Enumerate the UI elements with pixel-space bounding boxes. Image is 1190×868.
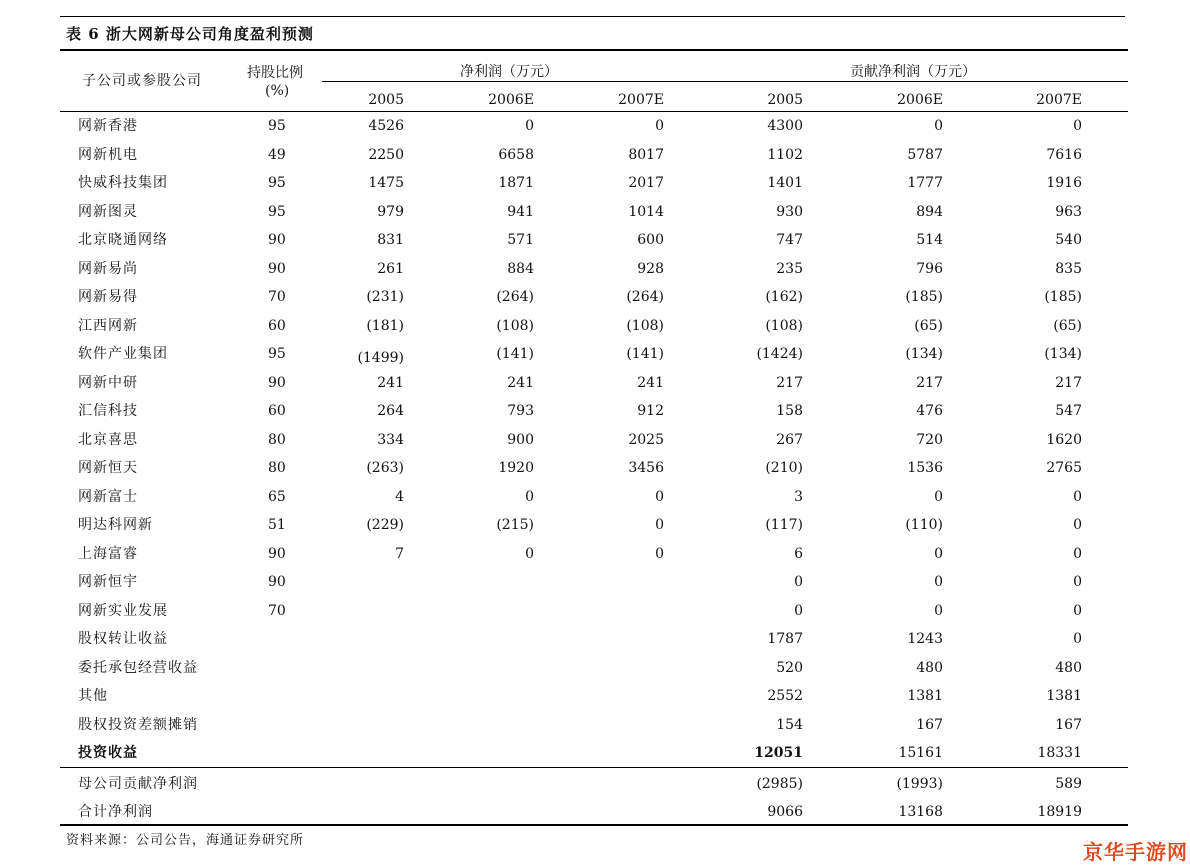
row-share: 65: [268, 488, 286, 505]
row-value-3: 1102: [767, 146, 803, 163]
row-value-0: [314, 658, 404, 678]
row-value-0: 264: [377, 403, 404, 419]
row-name: 网新实业发展: [78, 602, 168, 619]
row-value-1: [444, 774, 534, 794]
row-share: 95: [268, 118, 286, 134]
watermark-logo: 京华手游网: [1083, 840, 1188, 864]
row-value-5: 18919: [1037, 804, 1082, 820]
row-share: 90: [268, 374, 286, 391]
row-value-1: [444, 686, 534, 706]
row-name: 汇信科技: [78, 403, 138, 419]
row-value-4: 1536: [907, 460, 943, 476]
row-value-0: [314, 686, 404, 706]
row-value-3: 520: [776, 659, 803, 676]
row-value-1: [444, 715, 534, 735]
row-value-1: 941: [507, 203, 534, 220]
row-value-0: 831: [377, 232, 404, 248]
header-year-5: 2007E: [1036, 92, 1082, 108]
row-value-5: 540: [1055, 232, 1082, 248]
row-value-4: (65): [914, 317, 943, 334]
row-value-3: 4300: [767, 118, 803, 134]
row-value-1: [444, 629, 534, 649]
header-year-4: 2006E: [897, 92, 943, 108]
row-value-0: (181): [366, 317, 404, 334]
row-value-3: 217: [776, 374, 803, 391]
summary-rule: [60, 767, 1128, 768]
row-value-0: 1475: [368, 175, 404, 191]
row-value-3: (210): [765, 460, 803, 476]
row-value-0: (263): [366, 460, 404, 476]
row-value-5: 0: [1073, 574, 1082, 590]
row-value-2: 912: [637, 403, 664, 419]
row-name: 北京喜思: [78, 431, 138, 448]
row-value-4: 894: [916, 203, 943, 220]
row-name: 网新富士: [78, 488, 138, 505]
row-value-0: [314, 802, 404, 822]
row-value-3: 1787: [767, 631, 803, 647]
header-year-3: 2005: [767, 92, 803, 108]
row-value-0: (229): [366, 517, 404, 533]
row-value-3: 747: [776, 232, 803, 248]
row-value-3: (162): [765, 289, 803, 305]
row-value-2: [574, 601, 664, 621]
row-value-0: [314, 774, 404, 794]
row-value-3: 6: [794, 545, 803, 562]
row-name: 快威科技集团: [78, 175, 168, 191]
row-value-4: 1381: [907, 688, 943, 704]
row-share: 49: [268, 146, 286, 163]
row-value-4: (110): [905, 517, 943, 533]
row-value-4: 1777: [907, 175, 943, 191]
group-rule: [322, 81, 1128, 82]
row-value-1: 1920: [498, 460, 534, 476]
row-value-0: [314, 572, 404, 592]
row-name: 江西网新: [78, 317, 138, 334]
row-value-0: (231): [366, 289, 404, 305]
row-value-4: (1993): [896, 775, 943, 792]
row-value-5: 1916: [1046, 175, 1082, 191]
row-value-2: [574, 658, 664, 678]
row-value-1: [444, 743, 534, 763]
row-name: 网新中研: [78, 374, 138, 391]
row-value-0: 4526: [368, 118, 404, 134]
row-share: 95: [268, 203, 286, 220]
row-value-4: 0: [934, 545, 943, 562]
row-name: 网新恒天: [78, 460, 138, 476]
row-name: 网新香港: [78, 118, 138, 134]
row-value-2: 928: [637, 260, 664, 277]
row-value-1: 6658: [498, 146, 534, 163]
row-name: 网新恒宇: [78, 574, 138, 590]
row-value-2: 1014: [628, 203, 664, 220]
row-value-2: [574, 572, 664, 592]
row-value-1: (141): [496, 346, 534, 362]
row-value-2: 8017: [628, 146, 664, 163]
row-value-2: 0: [655, 118, 664, 134]
row-value-5: 167: [1055, 716, 1082, 733]
row-value-1: (108): [496, 317, 534, 334]
row-name: 软件产业集团: [78, 346, 168, 362]
row-value-3: (117): [765, 517, 803, 533]
row-value-4: 0: [934, 488, 943, 505]
header-rule: [60, 111, 1128, 112]
row-value-1: [444, 601, 534, 621]
row-name: 北京晓通网络: [78, 232, 168, 248]
header-year-1: 2006E: [488, 92, 534, 108]
row-value-4: 13168: [898, 804, 943, 820]
row-value-4: 5787: [907, 146, 943, 163]
row-name: 委托承包经营收益: [78, 659, 198, 676]
row-value-3: 235: [776, 260, 803, 277]
row-value-3: 930: [776, 203, 803, 220]
row-value-3: (2985): [756, 775, 803, 792]
row-value-2: 600: [637, 232, 664, 248]
row-share: 90: [268, 574, 286, 590]
row-value-2: 0: [655, 545, 664, 562]
header-year-2: 2007E: [618, 92, 664, 108]
row-value-5: 0: [1073, 118, 1082, 134]
row-share: 70: [268, 602, 286, 619]
row-value-5: 2765: [1046, 460, 1082, 476]
row-share: 60: [268, 317, 286, 334]
row-value-4: 476: [916, 403, 943, 419]
header-net-profit-group: 净利润（万元）: [460, 64, 558, 80]
row-value-3: 1401: [767, 175, 803, 191]
row-value-4: (134): [905, 346, 943, 362]
row-share: 95: [268, 175, 286, 191]
row-value-2: 3456: [628, 460, 664, 476]
row-value-5: 0: [1073, 631, 1082, 647]
row-share: 51: [268, 517, 286, 533]
row-value-4: 796: [916, 260, 943, 277]
row-value-5: 0: [1073, 488, 1082, 505]
row-value-4: 0: [934, 602, 943, 619]
row-value-1: (215): [496, 517, 534, 533]
row-share: 90: [268, 545, 286, 562]
row-value-2: [574, 686, 664, 706]
row-value-3: 3: [794, 488, 803, 505]
header-subsidiary: 子公司或参股公司: [82, 73, 202, 89]
row-value-3: 158: [776, 403, 803, 419]
row-value-4: 720: [916, 431, 943, 448]
row-value-4: 514: [916, 232, 943, 248]
row-name: 股权投资差额摊销: [78, 716, 198, 733]
header-share-ratio: 持股比例: [247, 65, 303, 81]
row-value-0: (1499): [357, 350, 404, 366]
row-name: 明达科网新: [78, 517, 153, 533]
row-value-2: 241: [637, 374, 664, 391]
row-value-4: 217: [916, 374, 943, 391]
row-value-3: 2552: [767, 688, 803, 704]
row-name: 股权转让收益: [78, 631, 168, 647]
row-value-3: 0: [794, 574, 803, 590]
row-value-1: 793: [507, 403, 534, 419]
row-value-4: 1243: [907, 631, 943, 647]
row-value-1: 241: [507, 374, 534, 391]
row-value-3: (1424): [756, 346, 803, 362]
row-value-5: 217: [1055, 374, 1082, 391]
row-value-3: 267: [776, 431, 803, 448]
row-value-5: 1620: [1046, 431, 1082, 448]
row-value-0: 2250: [368, 146, 404, 163]
row-value-5: 547: [1055, 403, 1082, 419]
row-share: 70: [268, 289, 286, 305]
row-value-2: (141): [626, 346, 664, 362]
row-value-5: 0: [1073, 545, 1082, 562]
row-value-2: 2017: [628, 175, 664, 191]
row-value-0: [314, 601, 404, 621]
row-value-5: 480: [1055, 659, 1082, 676]
row-value-1: [444, 658, 534, 678]
row-value-1: 884: [507, 260, 534, 277]
row-value-2: [574, 774, 664, 794]
row-value-1: (264): [496, 289, 534, 305]
row-value-5: (134): [1044, 346, 1082, 362]
header-contrib-profit-group: 贡献净利润（万元）: [850, 64, 976, 80]
row-value-0: 979: [377, 203, 404, 220]
row-value-5: (185): [1044, 289, 1082, 305]
row-name: 母公司贡献净利润: [78, 775, 198, 792]
row-value-0: [314, 715, 404, 735]
table-title: 表 6 浙大网新母公司角度盈利预测: [66, 25, 314, 43]
row-name: 网新易得: [78, 289, 138, 305]
row-value-3: (108): [765, 317, 803, 334]
row-name: 合计净利润: [78, 804, 153, 820]
row-share: 80: [268, 431, 286, 448]
row-name: 其他: [78, 688, 108, 704]
row-value-0: 261: [377, 260, 404, 277]
top-rule: [60, 16, 1125, 17]
row-value-5: 963: [1055, 203, 1082, 220]
row-value-5: 0: [1073, 517, 1082, 533]
row-value-5: 835: [1055, 260, 1082, 277]
row-name: 上海富睿: [78, 545, 138, 562]
row-value-1: 571: [507, 232, 534, 248]
row-value-4: 167: [916, 716, 943, 733]
row-share: 95: [268, 346, 286, 362]
row-value-2: [574, 629, 664, 649]
row-value-1: 0: [525, 545, 534, 562]
row-value-5: 1381: [1046, 688, 1082, 704]
row-share: 90: [268, 260, 286, 277]
row-value-2: [574, 802, 664, 822]
row-value-5: 18331: [1037, 745, 1082, 761]
bottom-rule: [60, 824, 1128, 826]
row-value-0: [314, 629, 404, 649]
row-value-2: [574, 743, 664, 763]
row-value-2: 0: [655, 517, 664, 533]
row-value-4: 0: [934, 118, 943, 134]
row-value-1: 0: [525, 488, 534, 505]
row-value-5: 0: [1073, 602, 1082, 619]
row-name: 网新图灵: [78, 203, 138, 220]
source-note: 资料来源：公司公告，海通证券研究所: [66, 833, 305, 848]
row-value-5: 7616: [1046, 146, 1082, 163]
row-value-1: [444, 572, 534, 592]
row-share: 60: [268, 403, 286, 419]
row-value-3: 0: [794, 602, 803, 619]
row-name: 投资收益: [78, 745, 138, 761]
row-value-0: 334: [377, 431, 404, 448]
row-value-2: 2025: [628, 431, 664, 448]
title-rule: [60, 49, 1128, 51]
row-value-4: 0: [934, 574, 943, 590]
row-value-3: 12051: [754, 745, 803, 761]
row-value-1: 900: [507, 431, 534, 448]
row-value-4: (185): [905, 289, 943, 305]
row-value-0: 4: [395, 488, 404, 505]
row-share: 80: [268, 460, 286, 476]
row-value-2: (108): [626, 317, 664, 334]
row-value-1: [444, 802, 534, 822]
row-value-1: 1871: [498, 175, 534, 191]
row-value-2: (264): [626, 289, 664, 305]
row-value-1: 0: [525, 118, 534, 134]
row-value-5: 589: [1055, 775, 1082, 792]
row-value-2: 0: [655, 488, 664, 505]
row-value-5: (65): [1053, 317, 1082, 334]
row-value-3: 9066: [767, 804, 803, 820]
row-value-0: 7: [395, 545, 404, 562]
row-value-0: [314, 743, 404, 763]
row-value-3: 154: [776, 716, 803, 733]
row-value-4: 15161: [898, 745, 943, 761]
row-name: 网新易尚: [78, 260, 138, 277]
row-name: 网新机电: [78, 146, 138, 163]
row-value-4: 480: [916, 659, 943, 676]
row-value-0: 241: [377, 374, 404, 391]
row-share: 90: [268, 232, 286, 248]
header-year-0: 2005: [368, 92, 404, 108]
header-share-ratio-unit: (%): [265, 83, 290, 99]
row-value-2: [574, 715, 664, 735]
